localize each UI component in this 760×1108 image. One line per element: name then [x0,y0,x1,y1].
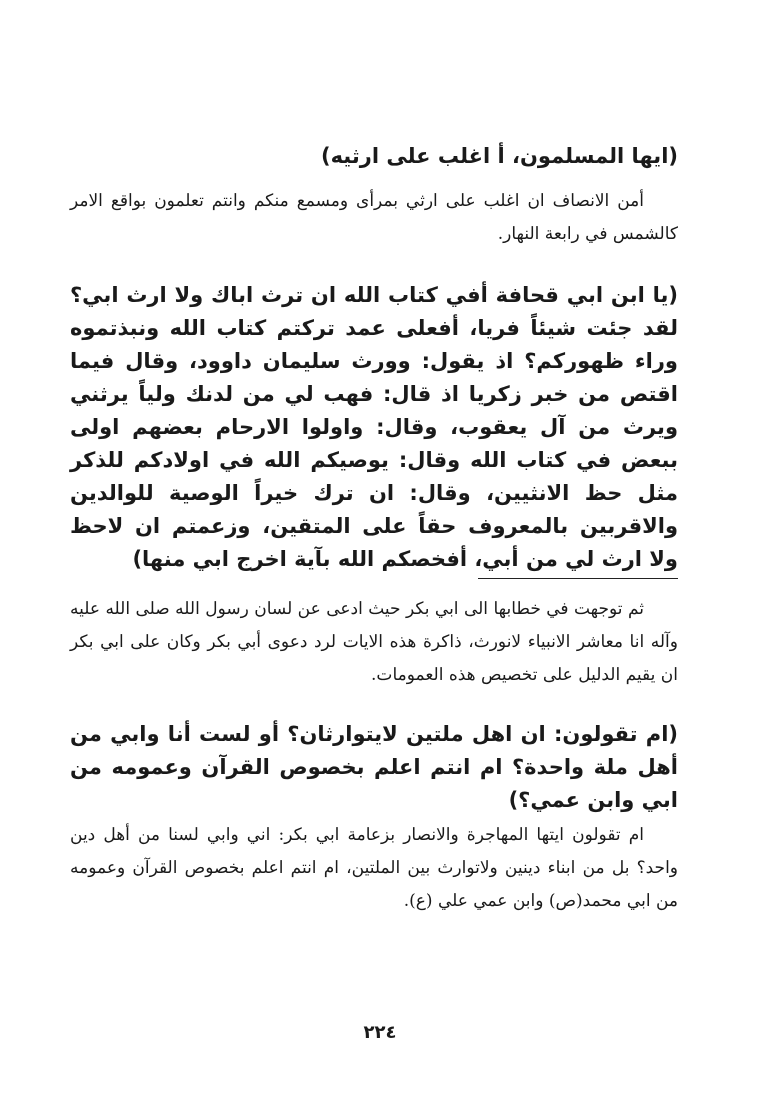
quote-block-two-faiths: (ام تقولون: ان اهل ملتين لايتوارثان؟ أو لست أنا وابي من أهل ملة واحدة؟ ام انتم اعلم بخصوص القرآن وعمومه من ابي وابن عمي؟) [70,722,678,812]
commentary-paragraph-2: ثم توجهت في خطابها الى ابي بكر حيث ادعى عن لسان رسول الله صلى الله عليه وآله انا معاشر الانبياء لانورث، ذاكرة هذه الايات لرد دعوى أبي بكر وكان على ابي بكر ان يقيم الدليل على تخصيص هذه العمومات. [70,599,678,685]
quote-block-inheritance: (يا ابن ابي قحافة أفي كتاب الله ان ترث اباك ولا ارث ابي؟ لقد جئت شيئاً فريا، أفعلى عمد تركتم كتاب الله ونبذتموه وراء ظهوركم؟ اذ يقول: وورث سليمان داوود، وقال فيما اقتص من خبر زكريا اذ قال: فهب لي من لدنك ولياً يرثني ويرث من آل يعقوب، وقال: واولوا الارحام بعضهم اولى ببعض في كتاب الله وقال: يوصيكم الله في اولادكم للذكر مثل حظ الانثيين، وقال: ان ترك خيراً الوصية للوالدين والاقربين بالمعروف حقاً على المتقين، وزعمتم ان لاحظ ولا ارث لي من أبي، أفخصكم الله بآية اخرج ابي منها) [70,283,678,571]
page-content [70,140,678,918]
separator-line [478,578,678,579]
section-heading: (ايها المسلمون، أ اغلب على ارثيه) [320,144,678,168]
commentary-paragraph-1: أمن الانصاف ان اغلب على ارثي بمرأى ومسمع منكم وانتم تعلمون بواقع الامر كالشمس في رابعة النهار. [70,191,678,244]
commentary-paragraph-3: ام تقولون ايتها المهاجرة والانصار بزعامة ابي بكر: اني وابي لسنا من أهل دين واحد؟ بل من ابناء دينين ولاتوارث بين الملتين، ام انتم اعلم بخصوص القرآن وعمومه من ابي محمد(ص) وابن عمي علي (ع). [70,825,678,911]
page-number: ٢٢٤ [363,1022,397,1043]
